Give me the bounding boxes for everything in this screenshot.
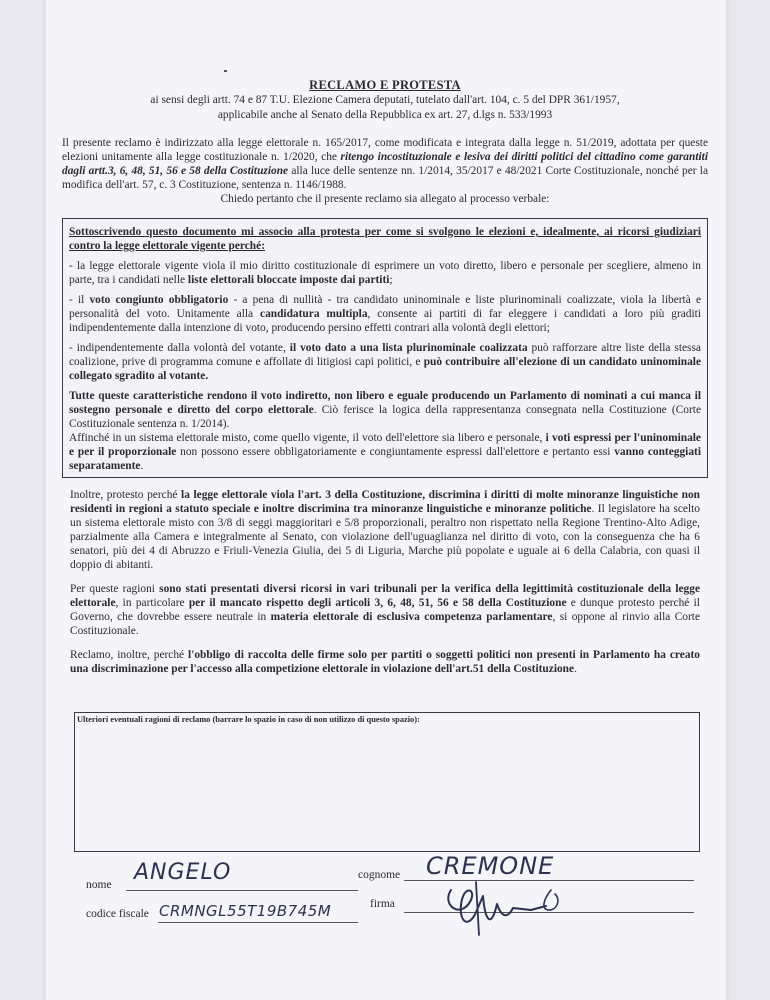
text-run: e dunque protesto perché il Governo, che dovrebbe essere neutrale in (70, 597, 700, 623)
protest-box (62, 218, 708, 478)
text-run: ; (389, 274, 393, 286)
text-run: Tutte queste caratteristiche rendono il voto indiretto, non libero e eguale producendo un Parlamento di nominati a cui manca il sostegno personale e diretto del corpo elettorale (69, 390, 701, 416)
cognome-label: cognome (358, 869, 401, 881)
text-run: liste elettorali bloccate imposte dai partiti (187, 274, 390, 286)
text-run: - indipendentemente dalla volontà del votante, (69, 342, 290, 354)
text-run: . (140, 460, 144, 472)
handwritten-signature[interactable] (431, 860, 571, 940)
nome-line (126, 890, 358, 891)
additional-protests (62, 488, 708, 676)
text-run: può contribuire all'elezione di un candidato uninominale collegato sgradito al votante. (69, 356, 702, 382)
protest-appeals (70, 582, 700, 638)
text-run: - la legge elettorale vigente viola il mio diritto costituzionale di esprimere un voto diretto, libero e personale per scegliere, almeno in parte, tra i candidati nelle (69, 260, 701, 286)
text-run: - il (69, 294, 90, 306)
protest-minorities (70, 488, 700, 572)
document-subtitle-line-1: ai sensi degli artt. 74 e 87 T.U. Elezione Camera deputati, tutelato dall'art. 104, c. 5 del DPR 361/1957, (150, 94, 620, 106)
protest-signatures (70, 648, 700, 676)
text-run: non possono essere obbligatoriamente e congiuntamente espressi dall'elettore e pertanto essi (176, 446, 615, 458)
firma-label: firma (370, 898, 395, 910)
codice-fiscale-field[interactable]: CRMNGL55T19B745M (159, 902, 332, 920)
text-run: Inoltre, protesto perché (70, 489, 182, 501)
text-run: vanno conteggiati separatamente (69, 446, 701, 472)
intro-text-c: alla luce delle sentenze nn. 1/2014, 35/2017 e 48/2021 Corte Costituzionale, nonché per la modifica dell'art. 57, c. 3 Costituzione, sentenza n. 1146/1988. (62, 165, 708, 191)
text-run: sono stati presentati diversi ricorsi in vari tribunali per la verifica della legittimità costituzionale della legge elettorale (70, 583, 700, 609)
nome-label: nome (86, 879, 112, 891)
protest-point-1 (69, 259, 701, 287)
text-run: Per queste ragioni (70, 583, 160, 595)
text-run: . Il legislatore ha scelto un sistema elettorale misto con 3/8 di seggi maggioritari e 5/8 proporzionali, peraltro non rispettato nella Regione Trentino-Alto Adige, parzialmente alla Camera e integralmente al Senato, con violazione dell'uguaglianza nel diritto di voto, con la conseguenza che ha 6 senatori, più dei 4 di Abruzzo e Friuli-Venezia Giulia, dei 5 di Liguria, Marche più popolate e uguale ai 6 della Calabria, con quasi il doppio di abitanti. (70, 503, 700, 571)
text-run: per il mancato rispetto degli articoli 3, 6, 48, 51, 56 e 58 della Costituzione (188, 597, 567, 609)
text-run: . (574, 663, 577, 675)
text-run: Affinché in un sistema elettorale misto, come quello vigente, il voto dell'elettore sia libero e personale, (69, 432, 546, 444)
text-run: , si oppone al rinvio alla Corte Costituzionale. (70, 611, 700, 637)
text-run: - a pena di nullità - tra candidato uninominale e liste plurinominali coalizzate, viola la libertà e personalità del voto. Unitamente alla (69, 294, 701, 320)
text-run: l'obbligo di raccolta delle firme solo per partiti o soggetti politici non presenti in Parlamento ha creato una discriminazione per l'accesso alla competizione elettorale in violazione dell'art.51 della Costituzione (70, 649, 700, 675)
codice-fiscale-label: codice fiscale (86, 908, 149, 920)
cognome-field[interactable]: CREMONE (426, 852, 555, 880)
intro-text-b: ritengo incostituzionale e lesiva dei diritti politici del cittadino come garantiti dagli artt.3, 6, 48, 51, 56 e 58 della Costituzione (62, 151, 708, 177)
document-body (62, 78, 708, 676)
text-run: il voto dato a una lista plurinominale coalizzata (289, 342, 528, 354)
text-run: , consente ai partiti di far eleggere i candidati a loro più graditi indipendentemente dalla intenzione di voto, producendo persino effetti contrari alla volontà degli elettori; (69, 308, 701, 334)
protest-heading: Sottoscrivendo questo documento mi associo alla protesta per come si svolgono le elezioni e, idealmente, ai ricorsi giudiziari contro la legge elettorale vigente perché: (69, 226, 701, 252)
document-title: RECLAMO E PROTESTA (309, 78, 461, 92)
text-run: , in particolare (115, 597, 189, 609)
document-page (46, 0, 726, 1000)
protest-mixed-system (69, 431, 701, 473)
text-run: materia elettorale di esclusiva competenza parlamentare (270, 611, 553, 623)
additional-reasons-box[interactable] (74, 712, 700, 852)
protest-point-3 (69, 341, 701, 383)
protest-point-2 (69, 293, 701, 335)
text-run: candidatura multipla (260, 308, 368, 320)
codice-fiscale-line (158, 922, 358, 923)
document-subtitle-line-2: applicabile anche al Senato della Repubblica ex art. 27, d.lgs n. 533/1993 (217, 109, 553, 121)
text-run: . Ciò ferisce la logica della rappresentanza consegnata nella Costituzione (Corte Costituzionale sentenza n. 1/2014). (69, 404, 701, 430)
text-run: Reclamo, inoltre, perché (70, 649, 189, 661)
ink-speck (224, 70, 227, 72)
text-run: la legge elettorale viola l'art. 3 della Costituzione, discrimina i diritti di molte minoranze linguistiche non residenti in regioni a statuto speciale e inoltre discrimina tra minoranze linguistiche e minoranze politiche (70, 489, 700, 515)
text-run: i voti espressi per l'uninominale e per il proporzionale (69, 432, 701, 458)
nome-field[interactable]: ANGELO (134, 860, 232, 885)
intro-paragraph (62, 136, 708, 192)
intro-text-a: Il presente reclamo è indirizzato alla legge elettorale n. 165/2017, come modificata e integrata dalla legge n. 51/2019, adottata per queste elezioni unitamente alla legge costituzionale n. 1/2020, che (62, 137, 708, 163)
additional-reasons-label: Ulteriori eventuali ragioni di reclamo (barrare lo spazio in caso di non utilizzo di questo spazio): (77, 715, 420, 724)
intro-request: Chiedo pertanto che il presente reclamo sia allegato al processo verbale: (220, 193, 550, 205)
text-run: voto congiunto obbligatorio (89, 294, 229, 306)
text-run: può rafforzare altre liste della stessa coalizione, prive di programma comune e affollate di litigiosi capi politici, e (69, 342, 701, 368)
protest-summary (69, 389, 701, 431)
